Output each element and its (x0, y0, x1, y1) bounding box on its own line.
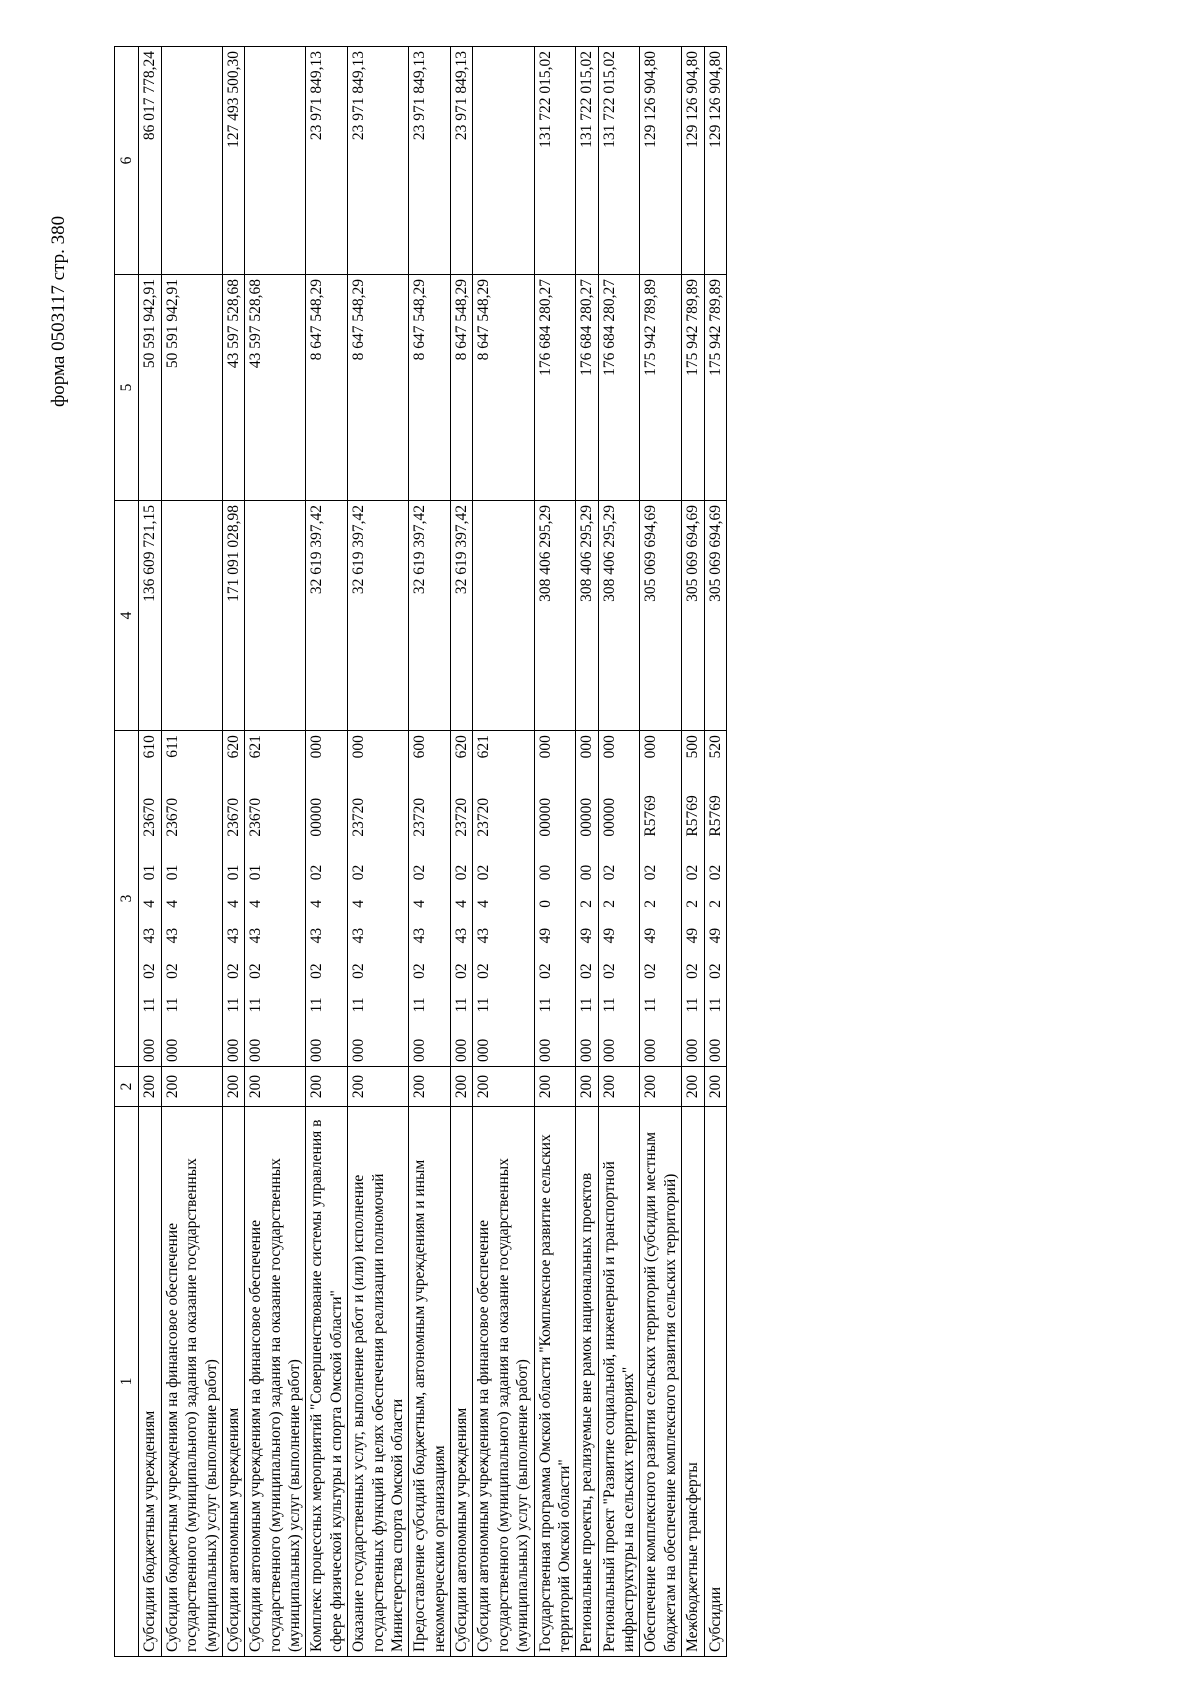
budget-code-segment: 4 (350, 900, 368, 908)
row-name: Субсидии (704, 1107, 726, 1657)
row-name: Субсидии автономным учреждениям (222, 1107, 244, 1657)
budget-code-segment: 000 (350, 735, 368, 759)
budget-code-segment: 43 (224, 927, 242, 944)
budget-code-segment: 23720 (350, 797, 368, 837)
row-line-code: 200 (534, 1067, 576, 1107)
budget-code-segment: 02 (453, 963, 470, 979)
budget-code-segment: 11 (578, 997, 596, 1013)
budget-code-segment: 00000 (308, 797, 326, 837)
budget-code-segment: 000 (578, 735, 596, 759)
budget-code-segment: 000 (536, 735, 554, 759)
table-row (161, 47, 222, 1657)
row-budget-code (245, 731, 306, 1067)
row-budget-code (682, 731, 704, 1067)
budget-code-segment: 11 (350, 997, 368, 1013)
budget-code-segment: 43 (411, 927, 429, 944)
row-name: Обеспечение комплексного развития сельских территорий (субсидии местным бюджетам на обеспечение комплексного развития сельских территорий) (640, 1107, 682, 1657)
budget-code-segment: 43 (475, 927, 493, 944)
budget-code-segments (706, 731, 725, 1066)
row-amount-executed: 175 942 789,89 (640, 275, 682, 501)
row-line-code: 200 (306, 1067, 348, 1107)
budget-code-segment: 02 (600, 963, 618, 979)
budget-code-segment: 11 (642, 997, 660, 1013)
budget-code-segments (600, 731, 619, 1066)
budget-code-segment: 000 (224, 1038, 242, 1062)
row-line-code: 200 (598, 1067, 640, 1107)
row-amount-unexecuted: 86 017 778,24 (139, 47, 161, 275)
budget-code-segment: 02 (411, 963, 429, 979)
row-name: Субсидии автономным учреждениям на финансовое обеспечение государственного (муниципального) задания на оказание государственных (муниципальных) услуг (выполнение работ) (245, 1107, 306, 1657)
budget-code-segment: 000 (141, 1038, 159, 1062)
budget-code-segment: R5769 (706, 795, 724, 837)
budget-code-segment: 00 (536, 864, 554, 881)
budget-code-segment: 11 (308, 997, 326, 1013)
budget-code-segment: 0 (536, 900, 554, 908)
table-row (306, 47, 348, 1657)
budget-code-segment: 000 (163, 1038, 181, 1062)
row-budget-code (534, 731, 576, 1067)
row-budget-code (139, 731, 161, 1067)
budget-code-segment: 02 (706, 864, 724, 881)
row-amount-unexecuted (161, 47, 222, 275)
table-row (598, 47, 640, 1657)
budget-code-segment: 000 (706, 1038, 724, 1062)
budget-code-segment: 11 (453, 997, 470, 1013)
row-amount-approved: 305 069 694,69 (704, 501, 726, 731)
budget-code-segment: 01 (163, 864, 181, 881)
budget-code-segment: 23720 (475, 797, 493, 837)
budget-code-segment: 02 (642, 963, 660, 979)
budget-code-segment: 23720 (411, 797, 429, 837)
row-amount-approved: 308 406 295,29 (534, 501, 576, 731)
budget-code-segments (307, 731, 326, 1066)
row-amount-unexecuted: 23 971 849,13 (348, 47, 409, 275)
budget-code-segment: 02 (224, 963, 242, 979)
row-amount-executed: 176 684 280,27 (598, 275, 640, 501)
budget-code-segments (410, 731, 429, 1066)
budget-code-segment: 23720 (453, 797, 470, 837)
row-line-code: 200 (704, 1067, 726, 1107)
budget-code-segment: 611 (163, 735, 181, 758)
row-line-code: 200 (451, 1067, 473, 1107)
table-body (139, 47, 727, 1657)
budget-code-segment: 00 (578, 864, 596, 881)
budget-code-segment: 49 (578, 927, 596, 944)
row-budget-code (473, 731, 534, 1067)
budget-code-segment: 23670 (224, 797, 242, 837)
row-amount-approved (473, 501, 534, 731)
budget-code-segment: 000 (642, 735, 660, 759)
budget-code-segment: 02 (684, 963, 702, 979)
row-line-code: 200 (576, 1067, 598, 1107)
budget-code-segment: 11 (141, 997, 159, 1013)
row-name: Комплекс процессных мероприятий "Совершенствование системы управления в сфере физической культуры и спорта Омской области" (306, 1107, 348, 1657)
budget-code-segment: 02 (642, 864, 660, 881)
row-line-code: 200 (161, 1067, 222, 1107)
table-row (682, 47, 704, 1657)
budget-code-segment: 02 (453, 864, 470, 881)
budget-code-segment: 23670 (163, 797, 181, 837)
table-row (409, 47, 451, 1657)
budget-code-segment: 43 (141, 927, 159, 944)
budget-code-segment: 11 (411, 997, 429, 1013)
table-row (139, 47, 161, 1657)
budget-code-segment: 11 (536, 997, 554, 1013)
table-row (534, 47, 576, 1657)
budget-code-segment: 49 (684, 927, 702, 944)
row-amount-unexecuted: 129 126 904,80 (640, 47, 682, 275)
column-header-1: 1 (115, 1107, 139, 1657)
budget-code-segments (224, 731, 243, 1066)
budget-code-segment: 02 (578, 963, 596, 979)
row-budget-code (409, 731, 451, 1067)
budget-code-segment: 000 (350, 1038, 368, 1062)
budget-code-segment: 02 (308, 963, 326, 979)
budget-code-segment: R5769 (642, 795, 660, 837)
budget-code-segment: 000 (600, 735, 618, 759)
row-name: Предоставление субсидий бюджетным, автономным учреждениям и иным некоммерческим организациям (409, 1107, 451, 1657)
budget-code-segment: 02 (536, 963, 554, 979)
budget-code-segment: 11 (600, 997, 618, 1013)
row-line-code: 200 (245, 1067, 306, 1107)
column-header-5: 5 (115, 275, 139, 501)
row-name: Субсидии автономным учреждениям на финансовое обеспечение государственного (муниципального) задания на оказание государственных (муниципальных) услуг (выполнение работ) (473, 1107, 534, 1657)
row-amount-approved: 308 406 295,29 (598, 501, 640, 731)
row-amount-approved: 308 406 295,29 (576, 501, 598, 731)
row-amount-approved (245, 501, 306, 731)
budget-code-segment: 2 (600, 900, 618, 908)
table-row (576, 47, 598, 1657)
row-line-code: 200 (348, 1067, 409, 1107)
budget-code-segment: 4 (411, 900, 429, 908)
budget-code-segment: 02 (600, 864, 618, 881)
table-row (640, 47, 682, 1657)
table-row (245, 47, 306, 1657)
row-amount-unexecuted (245, 47, 306, 275)
row-line-code: 200 (222, 1067, 244, 1107)
budget-code-segment: 000 (536, 1038, 554, 1062)
row-budget-code (306, 731, 348, 1067)
budget-code-segment: 02 (411, 864, 429, 881)
row-amount-approved (161, 501, 222, 731)
budget-code-segment: 00000 (600, 797, 618, 837)
budget-code-segment: 000 (308, 735, 326, 759)
budget-code-segment: 000 (642, 1038, 660, 1062)
budget-code-segment: 610 (141, 735, 159, 759)
budget-code-segments (474, 731, 493, 1066)
row-amount-unexecuted: 23 971 849,13 (451, 47, 473, 275)
row-amount-approved: 136 609 721,15 (139, 501, 161, 731)
budget-code-segments (683, 731, 702, 1066)
budget-code-segment: 49 (600, 927, 618, 944)
row-name: Межбюджетные трансферты (682, 1107, 704, 1657)
row-amount-executed: 8 647 548,29 (451, 275, 473, 501)
row-amount-executed: 8 647 548,29 (409, 275, 451, 501)
budget-code-segment: 02 (247, 963, 265, 979)
budget-code-segment: 01 (224, 864, 242, 881)
budget-code-segment: 000 (578, 1038, 596, 1062)
row-name: Оказание государственных услуг, выполнение работ и (или) исполнение государственных функций в целях обеспечения реализации полномочий Министерства спорта Омской области (348, 1107, 409, 1657)
row-budget-code (598, 731, 640, 1067)
budget-code-segment: 621 (475, 735, 493, 759)
budget-code-segment: 02 (475, 963, 493, 979)
budget-code-segment: 4 (453, 900, 470, 908)
budget-code-segment: 000 (600, 1038, 618, 1062)
table-row (473, 47, 534, 1657)
row-name: Региональный проект "Развитие социальной, инженерной и транспортной инфраструктуры на сельских территориях" (598, 1107, 640, 1657)
budget-code-segments (163, 731, 182, 1066)
budget-code-segment: 621 (247, 735, 265, 759)
header-row (115, 47, 139, 1657)
budget-code-segment: 02 (684, 864, 702, 881)
row-amount-unexecuted: 23 971 849,13 (306, 47, 348, 275)
table-row (451, 47, 473, 1657)
form-label: форма 0503117 стр. 380 (48, 215, 69, 407)
row-amount-executed: 50 591 942,91 (161, 275, 222, 501)
budget-code-segment: 43 (350, 927, 368, 944)
row-amount-approved: 32 619 397,42 (306, 501, 348, 731)
row-line-code: 200 (139, 1067, 161, 1107)
row-amount-executed: 43 597 528,68 (245, 275, 306, 501)
row-amount-approved: 171 091 028,98 (222, 501, 244, 731)
row-budget-code (576, 731, 598, 1067)
budget-code-segment: 2 (642, 900, 660, 908)
budget-code-segments (452, 731, 471, 1066)
row-name: Региональные проекты, реализуемые вне рамок национальных проектов (576, 1107, 598, 1657)
budget-code-segment: 49 (536, 927, 554, 944)
row-amount-unexecuted (473, 47, 534, 275)
budget-code-segment: 00000 (536, 797, 554, 837)
row-amount-unexecuted: 131 722 015,02 (598, 47, 640, 275)
budget-code-segment: 02 (350, 864, 368, 881)
budget-code-segment: 43 (453, 927, 470, 944)
row-line-code: 200 (409, 1067, 451, 1107)
budget-code-segments (577, 731, 596, 1066)
row-budget-code (704, 731, 726, 1067)
row-name: Субсидии автономным учреждениям (451, 1107, 473, 1657)
budget-code-segment: 2 (578, 900, 596, 908)
row-name: Государственная программа Омской области "Комплексное развитие сельских территорий Омской области" (534, 1107, 576, 1657)
row-amount-executed: 43 597 528,68 (222, 275, 244, 501)
budget-code-segment: 4 (141, 900, 159, 908)
row-amount-executed: 8 647 548,29 (306, 275, 348, 501)
row-amount-unexecuted: 131 722 015,02 (534, 47, 576, 275)
budget-code-segment: 23670 (247, 797, 265, 837)
row-amount-approved: 305 069 694,69 (682, 501, 704, 731)
row-line-code: 200 (473, 1067, 534, 1107)
budget-code-segments (140, 731, 159, 1066)
table-row (704, 47, 726, 1657)
budget-code-segment: 11 (475, 997, 493, 1013)
budget-code-segment: 4 (224, 900, 242, 908)
budget-code-segment: 11 (706, 997, 724, 1013)
budget-code-segment: 500 (684, 735, 702, 759)
table-row (222, 47, 244, 1657)
row-name: Субсидии бюджетным учреждениям (139, 1107, 161, 1657)
budget-code-segment: 620 (224, 735, 242, 759)
row-amount-approved: 32 619 397,42 (409, 501, 451, 731)
row-amount-executed: 176 684 280,27 (534, 275, 576, 501)
row-amount-executed: 175 942 789,89 (682, 275, 704, 501)
budget-code-segment: 01 (141, 864, 159, 881)
budget-code-segment: 11 (163, 997, 181, 1013)
column-header-6: 6 (115, 47, 139, 275)
budget-code-segment: 4 (308, 900, 326, 908)
row-budget-code (222, 731, 244, 1067)
row-line-code: 200 (640, 1067, 682, 1107)
row-budget-code (451, 731, 473, 1067)
row-amount-executed: 8 647 548,29 (348, 275, 409, 501)
row-name: Субсидии бюджетным учреждениям на финансовое обеспечение государственного (муниципального) задания на оказание государственных (муниципальных) услуг (выполнение работ) (161, 1107, 222, 1657)
budget-code-segment: 620 (453, 735, 470, 759)
budget-code-segment: 49 (706, 927, 724, 944)
row-amount-executed: 8 647 548,29 (473, 275, 534, 501)
column-header-4: 4 (115, 501, 139, 731)
table-header (115, 47, 139, 1657)
budget-code-segments (349, 731, 368, 1066)
budget-code-segments (536, 731, 555, 1066)
budget-code-segment: 49 (642, 927, 660, 944)
budget-code-segment: 11 (224, 997, 242, 1013)
row-amount-unexecuted: 129 126 904,80 (704, 47, 726, 275)
row-amount-unexecuted: 127 493 500,30 (222, 47, 244, 275)
budget-code-segment: 02 (308, 864, 326, 881)
budget-code-segment: 000 (411, 1038, 429, 1062)
budget-code-segment: 000 (247, 1038, 265, 1062)
budget-code-segment: 43 (247, 927, 265, 944)
budget-code-segment: 23670 (141, 797, 159, 837)
row-amount-unexecuted: 23 971 849,13 (409, 47, 451, 275)
budget-code-segment: 02 (163, 963, 181, 979)
budget-code-segment: 2 (684, 900, 702, 908)
budget-code-segments (246, 731, 265, 1066)
row-amount-unexecuted: 131 722 015,02 (576, 47, 598, 275)
column-header-2: 2 (115, 1067, 139, 1107)
row-amount-unexecuted: 129 126 904,80 (682, 47, 704, 275)
budget-code-segment: 4 (163, 900, 181, 908)
row-line-code: 200 (682, 1067, 704, 1107)
budget-code-segment: R5769 (684, 795, 702, 837)
budget-code-segment: 11 (247, 997, 265, 1013)
budget-code-segment: 11 (684, 997, 702, 1013)
column-header-3: 3 (115, 731, 139, 1067)
budget-code-segment: 01 (247, 864, 265, 881)
budget-code-segment: 02 (475, 864, 493, 881)
row-amount-executed: 50 591 942,91 (139, 275, 161, 501)
budget-code-segment: 43 (163, 927, 181, 944)
budget-code-segment: 600 (411, 735, 429, 759)
row-budget-code (161, 731, 222, 1067)
budget-code-segment: 4 (475, 900, 493, 908)
row-amount-approved: 32 619 397,42 (348, 501, 409, 731)
report-table (114, 46, 727, 1657)
budget-code-segment: 02 (706, 963, 724, 979)
row-amount-executed: 175 942 789,89 (704, 275, 726, 501)
budget-code-segment: 520 (706, 735, 724, 759)
budget-code-segment: 000 (453, 1038, 470, 1062)
table-row (348, 47, 409, 1657)
budget-code-segment: 000 (684, 1038, 702, 1062)
row-amount-executed: 176 684 280,27 (576, 275, 598, 501)
row-amount-approved: 32 619 397,42 (451, 501, 473, 731)
budget-code-segment: 02 (350, 963, 368, 979)
budget-code-segments (641, 731, 660, 1066)
row-amount-approved: 305 069 694,69 (640, 501, 682, 731)
budget-code-segment: 000 (475, 1038, 493, 1062)
budget-code-segment: 43 (308, 927, 326, 944)
budget-code-segment: 4 (247, 900, 265, 908)
budget-code-segment: 00000 (578, 797, 596, 837)
budget-code-segment: 2 (706, 900, 724, 908)
row-budget-code (640, 731, 682, 1067)
row-budget-code (348, 731, 409, 1067)
budget-code-segment: 000 (308, 1038, 326, 1062)
budget-code-segment: 02 (141, 963, 159, 979)
